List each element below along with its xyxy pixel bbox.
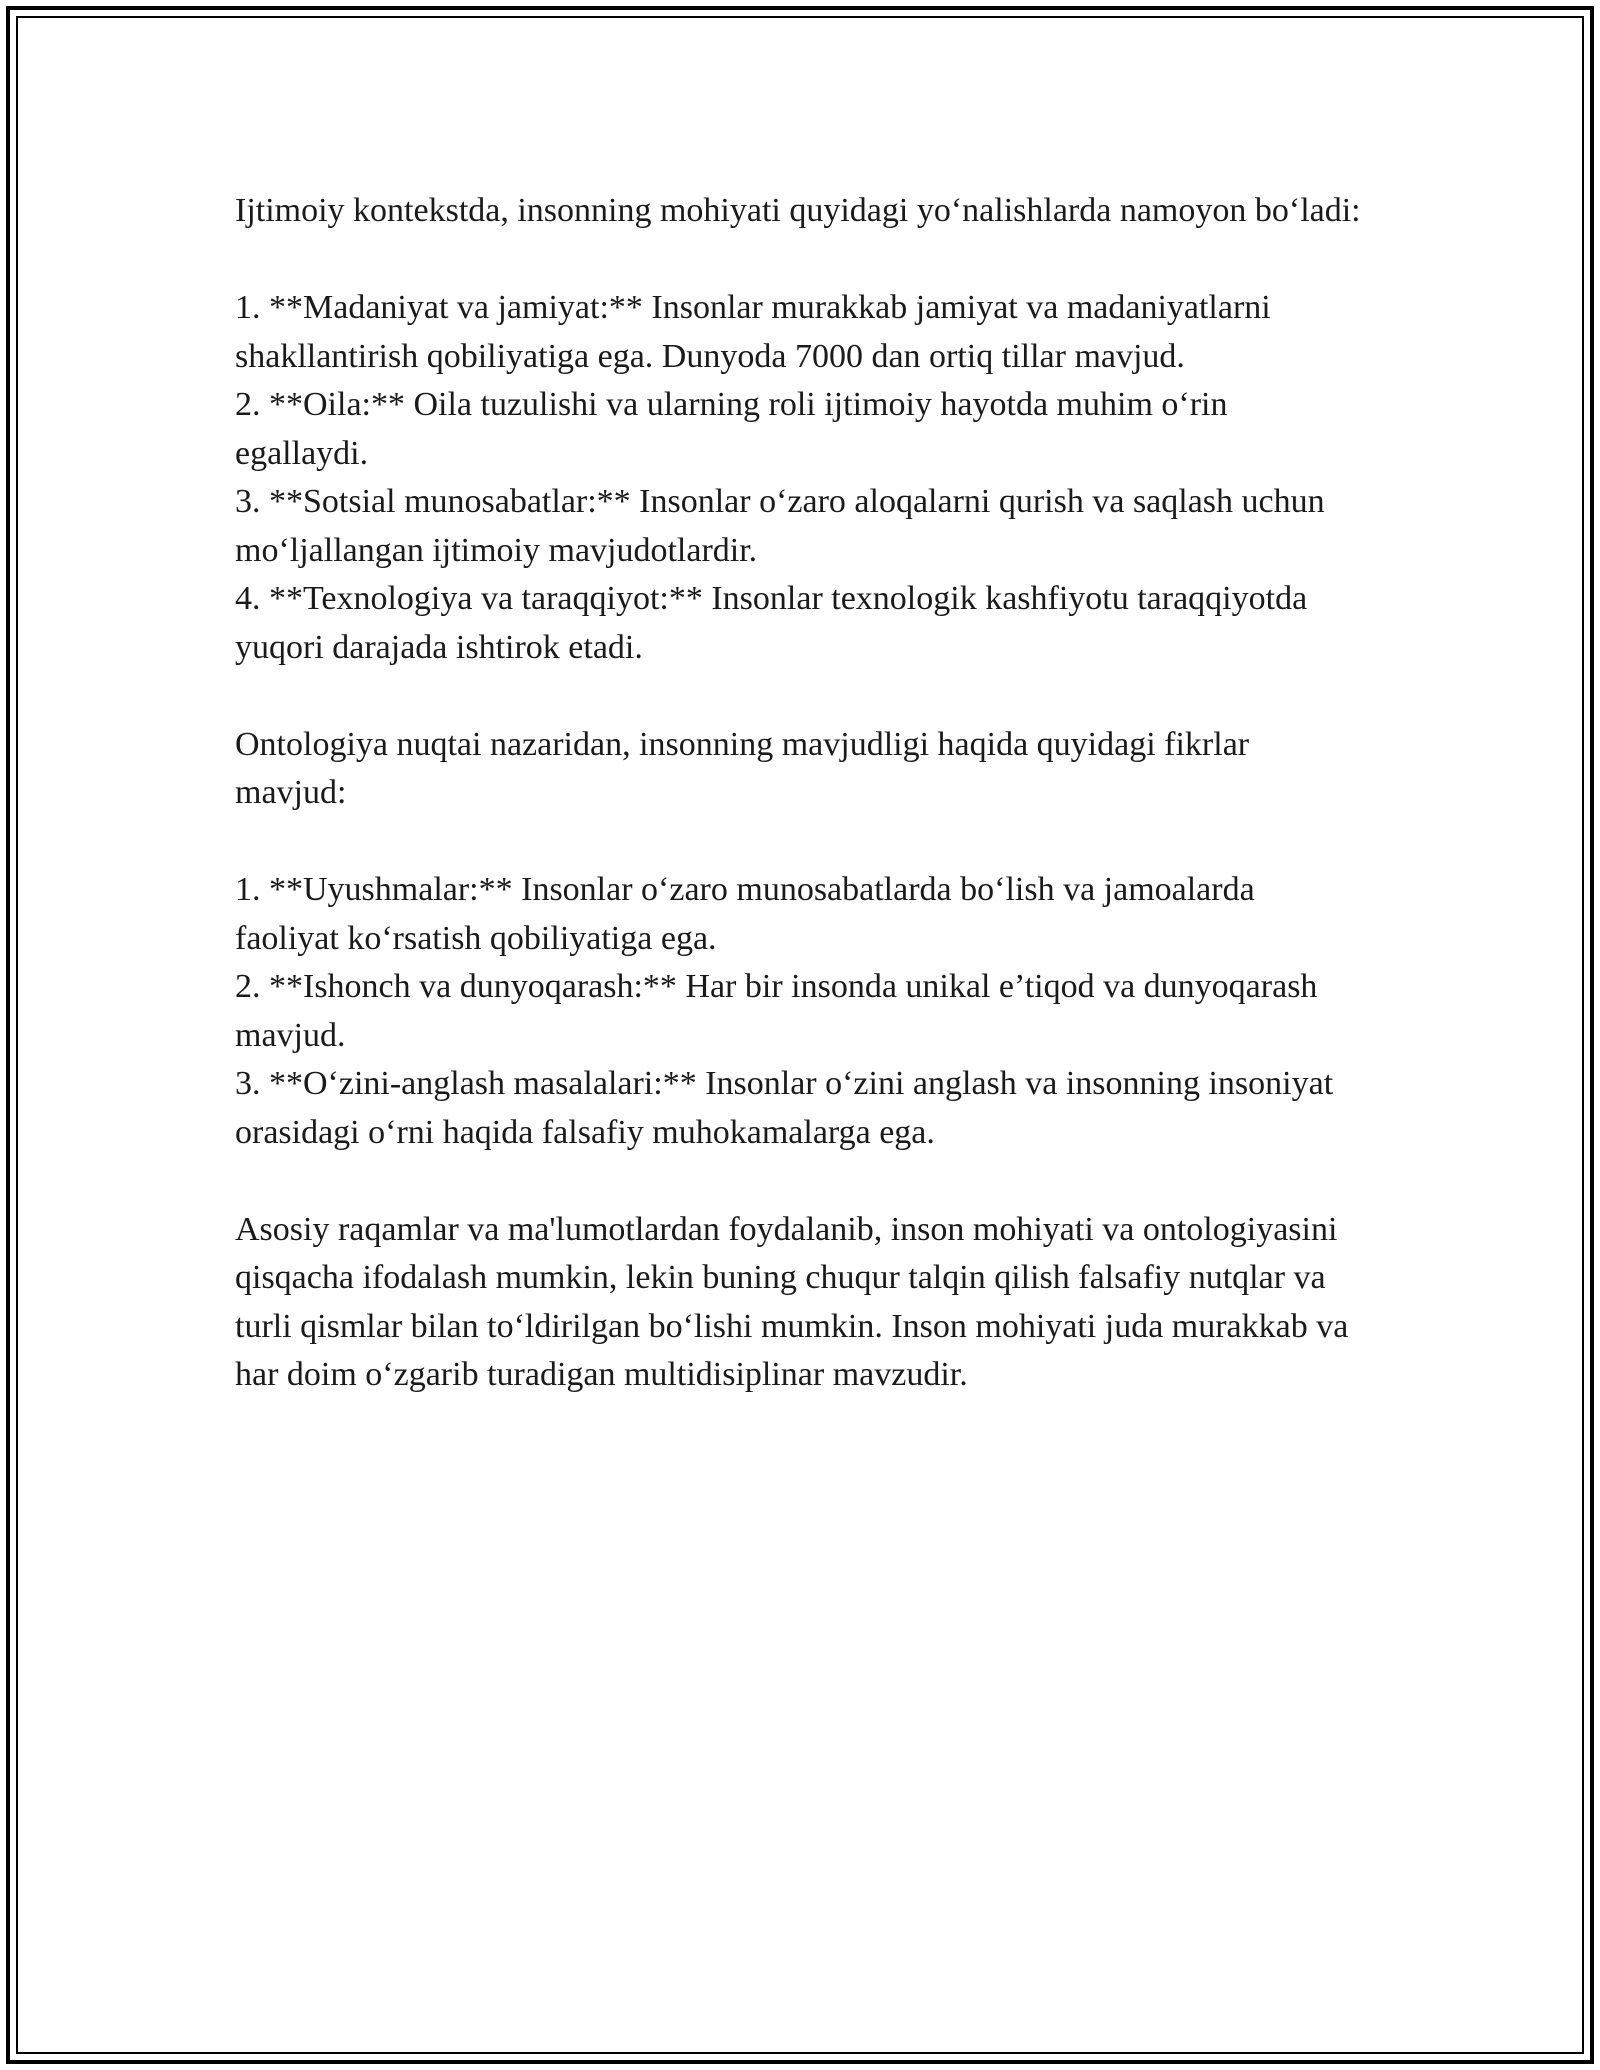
list-item: 1. **Uyushmalar:** Insonlar o‘zaro munosabatlarda bo‘lish va jamoalarda faoliyat ko‘rsatish qobiliyatiga ega. bbox=[235, 871, 1255, 957]
paragraph-spacer bbox=[235, 236, 1365, 285]
list-item: 2. **Ishonch va dunyoqarash:** Har bir insonda unikal e’tiqod va dunyoqarash mavjud. bbox=[235, 968, 1318, 1054]
list-item: 1. **Madaniyat va jamiyat:** Insonlar murakkab jamiyat va madaniyatlarni shakllantirish qobiliyatiga ega. Dunyoda 7000 dan ortiq tillar mavjud. bbox=[235, 289, 1271, 375]
list-item: 4. **Texnologiya va taraqqiyot:** Insonlar texnologik kashfiyotu taraqqiyotda yuqori darajada ishtirok etadi. bbox=[235, 580, 1308, 666]
ontology-intro-paragraph: Ontologiya nuqtai nazaridan, insonning mavjudligi haqida quyidagi fikrlar mavjud: bbox=[235, 725, 1250, 811]
conclusion-paragraph: Asosiy raqamlar va ma'lumotlardan foydalanib, inson mohiyati va ontologiyasini qisqacha ifodalash mumkin, lekin buning chuqur talqin qilish falsafiy nutqlar va turli qismlar bilan to‘ldirilgan bo‘lishi mumkin. Inson mohiyati juda murakkab va har doim o‘zgarib turadigan multidisiplinar mavzudir. bbox=[235, 1210, 1349, 1393]
list-item: 3. **O‘zini-anglash masalalari:** Insonlar o‘zini anglash va insonning insoniyat orasidagi o‘rni haqida falsafiy muhokamalarga ega. bbox=[235, 1065, 1334, 1151]
paragraph-spacer bbox=[235, 1157, 1365, 1206]
document-body bbox=[235, 187, 1365, 1400]
intro-paragraph: Ijtimoiy kontekstda, insonning mohiyati quyidagi yo‘nalishlarda namoyon bo‘ladi: bbox=[235, 192, 1361, 229]
list-item: 3. **Sotsial munosabatlar:** Insonlar o‘zaro aloqalarni qurish va saqlash uchun mo‘ljallangan ijtimoiy mavjudotlardir. bbox=[235, 483, 1325, 569]
paragraph-spacer bbox=[235, 818, 1365, 867]
paragraph-spacer bbox=[235, 672, 1365, 721]
list-item: 2. **Oila:** Oila tuzulishi va ularning roli ijtimoiy hayotda muhim o‘rin egallaydi. bbox=[235, 386, 1228, 472]
